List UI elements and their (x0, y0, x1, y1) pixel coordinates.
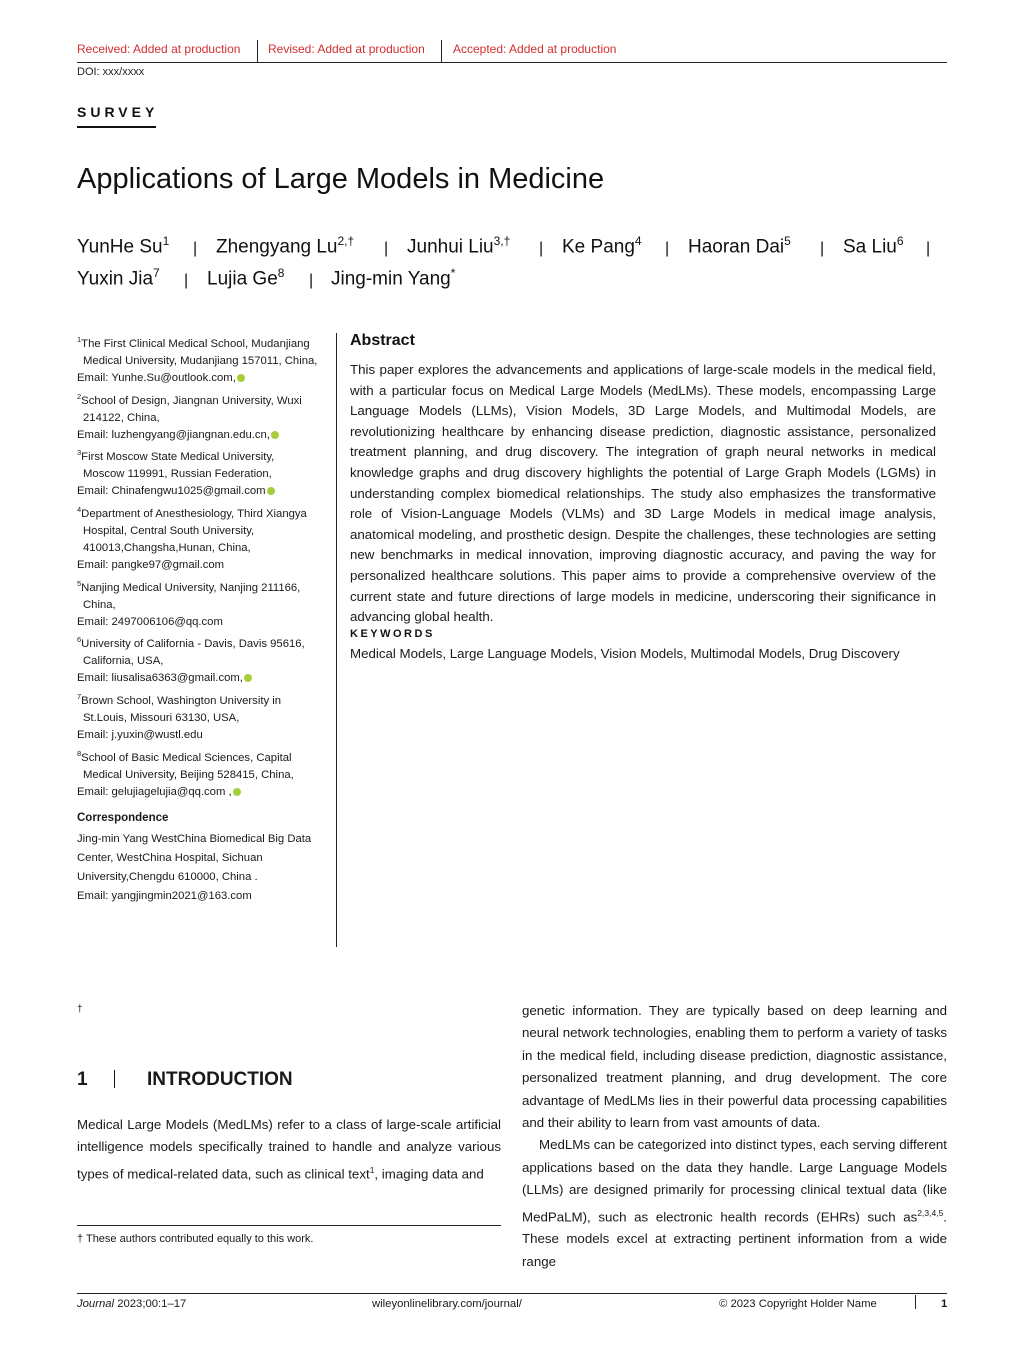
history-divider (441, 40, 442, 62)
intro-left-column: Medical Large Models (MedLMs) refer to a class of large-scale artificial intelligence models specifically trained to handle and analyze various types of medical-related data, such as clinical text$^1$, imaging data and (77, 1117, 501, 1182)
footnote: † These authors contributed equally to this work. (77, 1233, 314, 1245)
paragraph: genetic information. They are typically based on deep learning and neural network technologies, enabling them to perform a variety of tasks in the medical field, including disease prediction, diagnostic assistance, personalized treatment planning, and drug development. The core advantage of MedLMs lies in their powerful data processing capabilities and their ability to learn from vast amounts of data. (522, 1003, 947, 1131)
author: Lujia Ge$^8$ (207, 266, 285, 290)
history-divider (257, 40, 258, 62)
paper-title: Applications of Large Models in Medicine (77, 163, 605, 195)
accepted-date: Accepted: Added at production (453, 42, 617, 56)
author-separator: | (309, 272, 314, 289)
keywords-heading: KEYWORDS (350, 628, 435, 640)
orcid-icon[interactable] (271, 431, 279, 439)
author-separator: | (820, 240, 825, 257)
affiliation: $^6$University of California - Davis, Davis 95616, California, USA, Email: liusalisa6363@gmail.com, (77, 635, 305, 684)
author: Zhengyang $Lu^{2,\dagger}$ (216, 234, 355, 258)
article-type-underline (77, 126, 156, 128)
affiliation: $^8$School of Basic Medical Sciences, Capital Medical University, Beijing 528415, China, Email: gelujiagelujia@qq.com , (77, 749, 294, 798)
affiliation: $^7$Brown School, Washington University in St.Louis, Missouri 63130, USA, Email: j.yuxin@wustl.edu (77, 692, 282, 741)
orcid-icon[interactable] (267, 487, 275, 495)
orcid-icon[interactable] (244, 674, 252, 682)
author: Junhui Liu$^{3,\dagger}$ (407, 234, 511, 258)
author: Ke Pang$^4$ (562, 234, 642, 258)
author: YunHe Su$^1$ (77, 234, 170, 258)
journal-citation: Journal 2023;00:1–17 (77, 1298, 187, 1310)
revised-date: Revised: Added at production (268, 42, 425, 56)
doi: DOI: xxx/xxxx (77, 66, 145, 78)
author-separator: | (926, 240, 931, 257)
section-divider (114, 1070, 115, 1088)
correspondence-info: Jing-min Yang WestChina Biomedical Big Data Center, WestChina Hospital, Sichuan University,Chengdu 610000, China . Email: yangjingmin2021@163.com (77, 833, 312, 902)
author-separator: | (193, 240, 198, 257)
orcid-icon[interactable] (233, 788, 241, 796)
correspondence-heading: Correspondence (77, 812, 169, 824)
author: Haoran Dai$^5$ (688, 234, 791, 258)
footnote-rule (77, 1225, 501, 1226)
affiliation: $^5$Nanjing Medical University, Nanjing 211166, China, Email: 2497006106@qq.com (77, 579, 301, 628)
abstract-text: This paper explores the advancements and applications of large-scale models in the medical field, with a particular focus on Medical Large Models (MedLMs). These models, encompassing Large Language Models (LLMs), Vision Models, 3D Large Models, and Multimodal Models, are revolutionizing healthcare by enhancing disease prediction, diagnostic assistance, personalized treatment planning, and drug discovery. The integration of graph neural networks in medical knowledge graphs and drug discovery highlights the potential of Large Graph Models (LGMs) in understanding complex biomedical relationships. The study also emphasizes the transformative role of Vision-Language Models (VLMs) and 3D Large Models in medical image analysis, anatomical modeling, and prosthetic design. Despite the challenges, these technologies are setting new benchmarks in medical innovation, improving diagnostic accuracy, and paving the way for personalized healthcare solutions. This paper aims to provide a comprehensive overview of the current state and future directions of large models in medicine, underscoring their significance in advancing global health. (350, 362, 936, 625)
orcid-icon[interactable] (237, 374, 245, 382)
author-separator: | (384, 240, 389, 257)
journal-url[interactable]: wileyonlinelibrary.com/journal/ (372, 1298, 522, 1310)
author: Yuxin Jia$^7$ (77, 266, 160, 290)
footer-divider (915, 1295, 916, 1309)
author-separator: | (539, 240, 544, 257)
footer-rule (77, 1293, 947, 1294)
page-number: 1 (941, 1298, 948, 1310)
author: Sa Liu$^6$ (843, 234, 904, 258)
keywords-text: Medical Models, Large Language Models, Vision Models, Multimodal Models, Drug Discovery (350, 646, 900, 661)
column-divider (336, 333, 337, 947)
article-history (77, 40, 947, 63)
received-date: Received: Added at production (77, 42, 241, 56)
section-title: INTRODUCTION (147, 1069, 293, 1090)
section-number: 1 (77, 1069, 88, 1090)
affiliation: $^1$The First Clinical Medical School, Mudanjiang Medical University, Mudanjiang 157011, China, Email: Yunhe.Su@outlook.com, (77, 335, 318, 384)
author: Jing-min Yang* (331, 266, 456, 290)
intro-right-column (522, 1000, 947, 1273)
article-type: SURVEY (77, 104, 159, 120)
affiliation: $^2$School of Design, Jiangnan University, Wuxi 214122, China, Email: luzhengyang@jiangnan.edu.cn, (77, 392, 302, 441)
author-separator: | (184, 272, 189, 289)
author-separator: | (665, 240, 670, 257)
paragraph: MedLMs can be categorized into distinct types, each serving different applications based on the data they handle. Large Language Models (LLMs) are designed primarily for processing clinical textual data (like MedPaLM), such as electronic health records (EHRs) such as$^{2,3,4,5}$. These models excel at extracting pertinent information from a wide range (522, 1137, 947, 1269)
affiliation: $^3$First Moscow State Medical University, Moscow 119991, Russian Federation, Email: Chinafengwu1025@gmail.com (77, 448, 275, 497)
affiliation: $^4$Department of Anesthesiology, Third Xiangya Hospital, Central South University, 410013,Changsha,Hunan, China, Email: pangke97@gmail.com (77, 505, 307, 571)
dagger-mark: † (77, 1004, 83, 1015)
abstract-heading: Abstract (350, 332, 415, 349)
copyright: © 2023 Copyright Holder Name (719, 1298, 877, 1310)
